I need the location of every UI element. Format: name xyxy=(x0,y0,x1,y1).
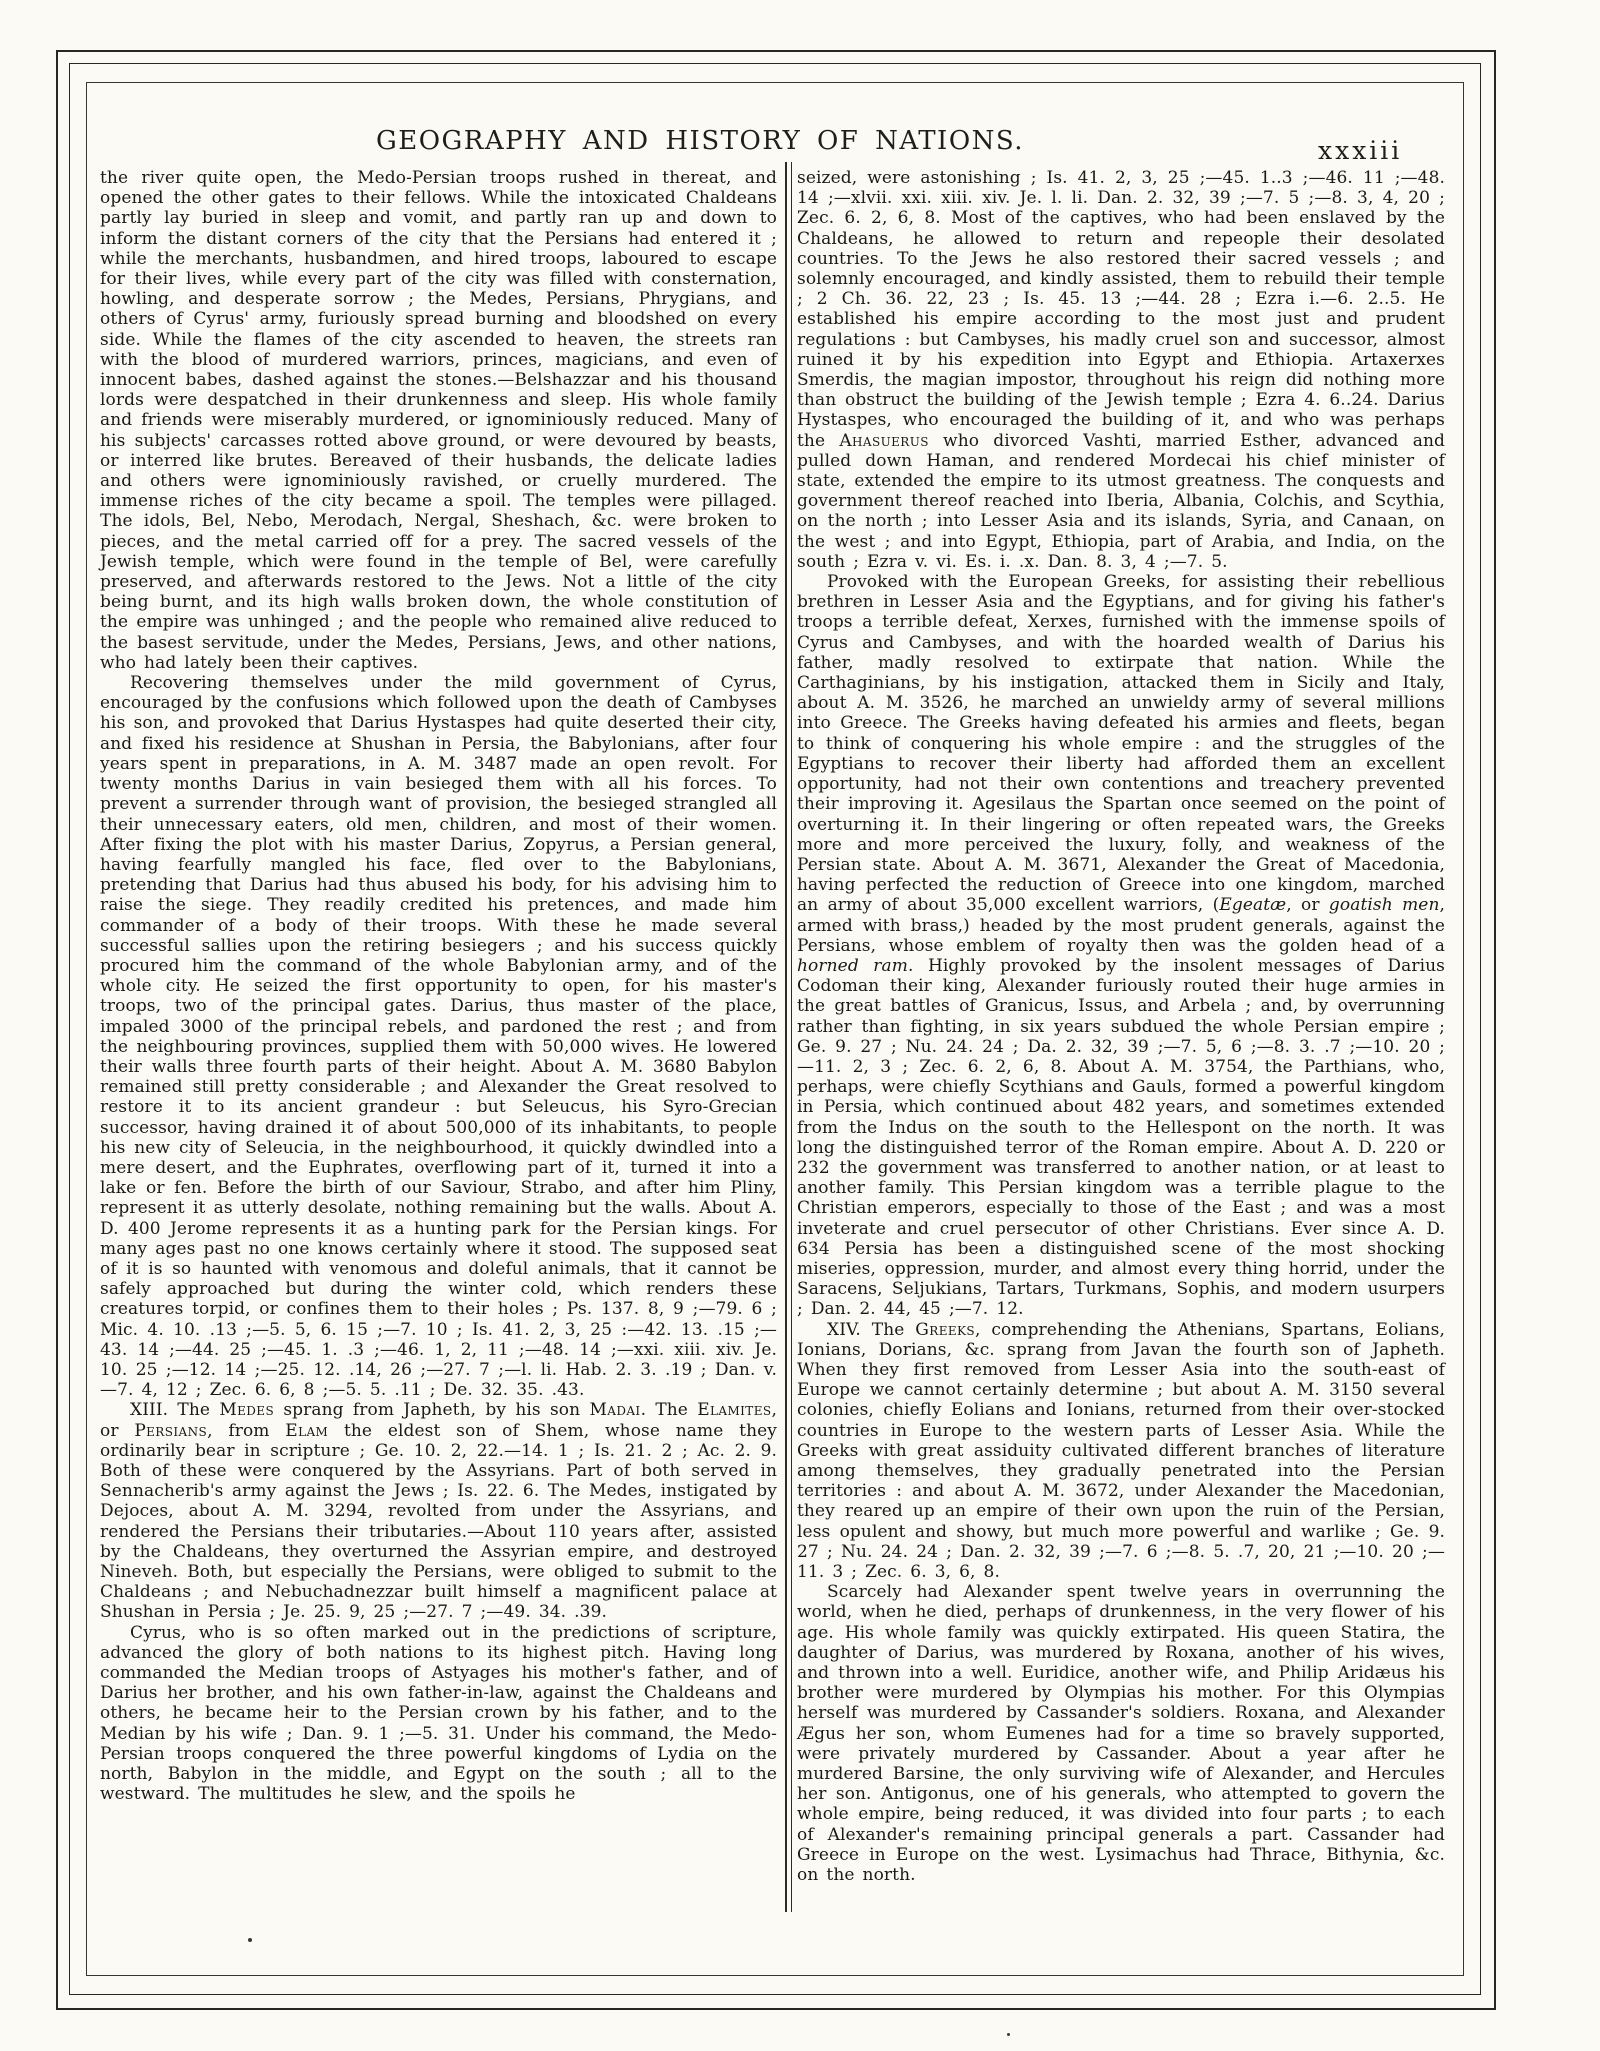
body-text: Cyrus, who is so often marked out in the predictions of scripture, advanced the glory of both nations to its highest pitch. Having long commanded the Median troops of Astyages his mother's father, and of Darius her brother, and his own father-in-law, against the Chaldeans and others, he became heir to the Persian crown by his father, and to the Median by his wife ; Dan. 9. 1 ;—5. 31. Under his command, the Medo-Persian troops conquered the three powerful kingdoms of Lydia on the north, Babylon in the middle, and Egypt on the south ; all to the westward. The multitudes he slew, and the spoils he xyxy=(100,1622,777,1805)
body-text: , or xyxy=(100,1400,777,1441)
right-column-text xyxy=(797,168,1445,1885)
small-caps-text: Elamites xyxy=(697,1400,772,1421)
paragraph xyxy=(797,1320,1445,1583)
body-text: Scarcely had Alexander spent twelve years in overrunning the world, when he died, perhaps of drunkenness, in the very flower of his age. His whole family was quickly extirpated. His queen Statira, the daughter of Darius, was murdered by Roxana, another of his wives, and thrown into a well. Euridice, another wife, and Philip Aridæus his brother were murdered by Olympias his mother. For this Olympias herself was murdered by Cassander's soldiers. Roxana, and Alexander Ægus her son, whom Eumenes had for a time so bravely supported, were privately murdered by Cassander. About a year after he murdered Barsine, the only surviving wife of Alexander, and Hercules her son. Antigonus, one of his generals, who attempted to govern the whole empire, being reduced, it was divided into four parts ; to each of Alexander's remaining principal generals a part. Cassander had Greece in Europe on the west. Lysimachus had Thrace, Bithynia, &c. on the north. xyxy=(797,1582,1445,1886)
body-text: who divorced Vashti, married Esther, advanced and pulled down Haman, and rendered Mordecai his chief minister of state, extended the empire to its utmost greatness. The conquests and government thereof reached into Iberia, Albania, Colchis, and Scythia, on the north ; into Lesser Asia and its islands, Syria, and Canaan, on the west ; and into Egypt, Ethiopia, part of Arabia, and India, on the south ; Ezra v. vi. Es. i. .x. Dan. 8. 3, 4 ;—7. 5. xyxy=(797,430,1445,572)
left-column-text xyxy=(100,168,777,1804)
body-text: , from xyxy=(207,1420,286,1441)
small-caps-text: Persians xyxy=(134,1420,208,1441)
body-text: , armed with brass,) headed by the most prudent generals, against the Persians, whose emblem of royalty then was the golden head of a xyxy=(797,895,1446,956)
paragraph xyxy=(797,168,1445,572)
paragraph xyxy=(100,168,777,673)
small-caps-text: Medes xyxy=(219,1400,275,1421)
paragraph xyxy=(100,1400,777,1622)
paragraph xyxy=(100,1623,777,1805)
body-text: . Highly provoked by the insolent messages of Darius Codoman their king, Alexander furiously routed their huge armies in the great battles of Granicus, Issus, and Arbela ; and, by overrunning rather than fighting, in six years subdued the whole Persian empire ; Ge. 9. 27 ; Nu. 24. 24 ; Da. 2. 32, 39 ;—7. 5, 6 ;—8. 3. .7 ;—10. 20 ;—11. 2, 3 ; Zec. 6. 2, 6, 8. About A. M. 3754, the Parthians, who, perhaps, were chiefly Scythians and Gauls, formed a powerful kingdom in Persia, which continued about 482 years, and sometimes extended from the Indus on the south to the Hellespont on the north. It was long the distinguished terror of the Roman empire. About A. D. 220 or 232 the government was transferred to another nation, or at least to another family. This Persian kingdom was a terrible plague to the Christian emperors, especially to those of the East ; and was a most inveterate and cruel persecutor of other Christians. Ever since A. D. 634 Persia has been a distinguished scene of the most shocking miseries, oppression, murder, and almost every thing horrid, under the Saracens, Seljukians, Tartars, Turkmans, Sophis, and modern usurpers ; Dan. 2. 44, 45 ;—7. 12. xyxy=(797,955,1445,1320)
italic-text: horned ram xyxy=(797,955,908,976)
body-text: XIV. The xyxy=(827,1319,916,1340)
small-caps-text: Madai xyxy=(589,1400,641,1421)
body-text: . The xyxy=(640,1400,698,1421)
column-divider-rule xyxy=(791,162,792,1912)
italic-text: Egeatæ xyxy=(1219,895,1287,916)
paragraph xyxy=(797,572,1445,1320)
page-title: GEOGRAPHY AND HISTORY OF NATIONS. xyxy=(375,126,1025,156)
small-caps-text: Elam xyxy=(285,1420,329,1441)
italic-text: goatish men xyxy=(1328,895,1440,916)
page-number: xxxiii xyxy=(1318,136,1403,165)
ink-speck xyxy=(1007,2033,1010,2036)
body-text: , or xyxy=(1286,895,1329,916)
body-text: seized, were astonishing ; Is. 41. 2, 3, 25 ;—45. 1..3 ;—46. 11 ;—48. 14 ;—xlvii. xxi. xiii. xiv. Je. l. li. Dan. 2. 32, 39 ;—7. 5 ;—8. 3, 4, 20 ; Zec. 6. 2, 6, 8. Most of the captives, who had been enslaved by the Chaldeans, he allowed to return and repeople their desolated countries. To the Jews he also restored their sacred vessels ; and solemnly encouraged, and kindly assisted, them to rebuild their temple ; 2 Ch. 36. 22, 23 ; Is. 45. 13 ;—44. 28 ; Ezra i.—6. 2..5. He established his empire according to the most just and prudent regulations : but Cambyses, his madly cruel son and successor, almost ruined it by his expedition into Egypt and Ethiopia. Artaxerxes Smerdis, the magian impostor, throughout his reign did nothing more than obstruct the building of the Jewish temple ; Ezra 4. 6..24. Darius Hystaspes, who encouraged the building of it, and who was perhaps the xyxy=(797,168,1445,451)
body-text: , comprehending the Athenians, Spartans, Eolians, Ionians, Dorians, &c. sprang from Javan the fourth son of Japheth. When they first removed from Lesser Asia into the south-east of Europe we cannot certainly determine ; but about A. M. 3150 several colonies, chiefly Eolians and Ionians, returned from their over-stocked countries in Europe to the western parts of Lesser Asia. While the Greeks with great assiduity cultivated different branches of literature among themselves, they gradually penetrated into the Persian territories : and about A. M. 3672, under Alexander the Macedonian, they reared up an empire of their own upon the ruin of the Persian, less opulent and showy, but much more powerful and warlike ; Ge. 9. 27 ; Nu. 24. 24 ; Dan. 2. 32, 39 ;—7. 6 ;—8. 5. .7, 20, 21 ;—10. 20 ;—11. 3 ; Zec. 6. 3, 6, 8. xyxy=(797,1319,1445,1583)
paragraph xyxy=(100,673,777,1400)
small-caps-text: Greeks xyxy=(915,1319,976,1340)
ink-speck xyxy=(248,1938,252,1942)
body-text: the river quite open, the Medo-Persian troops rushed in thereat, and opened the other gates to their fellows. While the intoxicated Chaldeans partly lay buried in sleep and vomit, and partly ran up and down to inform the distant corners of the city that the Persians had entered it ; while the merchants, husbandmen, and hired troops, laboured to escape for their lives, while every part of the city was filled with consternation, howling, and desperate sorrow ; the Medes, Persians, Phrygians, and others of Cyrus' army, furiously spread burning and bloodshed on every side. While the flames of the city ascended to heaven, the streets ran with the blood of murdered warriors, princes, magicians, and even of innocent babes, dashed against the stones.—Belshazzar and his thousand lords were despatched in their drunkenness and sleep. His whole family and friends were miserably murdered, or ignominiously reduced. Many of his subjects' carcasses rotted above ground, or were devoured by beasts, or interred like brutes. Bereaved of their husbands, the delicate ladies and others were ignominiously ravished, or cruelly murdered. The immense riches of the city became a spoil. The temples were pillaged. The idols, Bel, Nebo, Merodach, Nergal, Sheshach, &c. were broken to pieces, and the metal carried off for a prey. The sacred vessels of the Jewish temple, which were found in the temple of Bel, were carefully preserved, and afterwards restored to the Jews. Not a little of the city being burnt, and its high walls broken down, the whole constitution of the empire was unhinged ; and the people who remained alive reduced to the basest servitude, under the Medes, Persians, Jews, and other nations, who had lately been their captives. xyxy=(100,168,777,673)
small-caps-text: Ahasuerus xyxy=(839,430,929,451)
body-text: the eldest son of Shem, whose name they ordinarily bear in scripture ; Ge. 10. 2, 22.—14. 1 ; Is. 21. 2 ; Ac. 2. 9. Both of these were conquered by the Assyrians. Part of both served in Sennacherib's army against the Jews ; Is. 22. 6. The Medes, instigated by Dejoces, about A. M. 3294, revolted from under the Assyrians, and rendered the Persians their tributaries.—About 110 years after, assisted by the Chaldeans, they overturned the Assyrian empire, and destroyed Nineveh. Both, but especially the Persians, were obliged to submit to the Chaldeans ; and Nebuchadnezzar built himself a magnificent palace at Shushan in Persia ; Je. 25. 9, 25 ;—27. 7 ;—49. 34. .39. xyxy=(100,1420,777,1623)
body-text: sprang from Japheth, by his son xyxy=(274,1400,590,1421)
paragraph xyxy=(797,1582,1445,1885)
body-text: Provoked with the European Greeks, for assisting their rebellious brethren in Lesser Asia and the Egyptians, and for giving his father's troops a terrible defeat, Xerxes, furnished with the immense spoils of Cyrus and Cambyses, and with the hoarded wealth of Darius his father, madly resolved to extirpate that nation. While the Carthaginians, by his instigation, attacked them in Sicily and Italy, about A. M. 3526, he marched an unwieldy army of several millions into Greece. The Greeks having defeated his armies and fleets, began to think of conquering his whole empire : and the struggles of the Egyptians to recover their liberty had afforded them an excellent opportunity, had not their own contentions and treachery prevented their improving it. Agesilaus the Spartan once seemed on the point of overturning it. In their lingering or often repeated wars, the Greeks more and more perceived the luxury, folly, and weakness of the Persian state. About A. M. 3671, Alexander the Great of Macedonia, having perfected the reduction of Greece into one kingdom, marched an army of about 35,000 excellent warriors, ( xyxy=(797,572,1445,916)
body-text: XIII. The xyxy=(130,1400,220,1421)
body-text: Recovering themselves under the mild government of Cyrus, encouraged by the confusions which followed upon the death of Cambyses his son, and provoked that Darius Hystaspes had quite deserted their city, and fixed his residence at Shushan in Persia, the Babylonians, after four years spent in preparations, in A. M. 3487 made an open revolt. For twenty months Darius in vain besieged them with all his forces. To prevent a surrender through want of provision, the besieged strangled all their unnecessary eaters, old men, children, and most of their women. After fixing the plot with his master Darius, Zopyrus, a Persian general, having fearfully mangled his face, fled over to the Babylonians, pretending that Darius had thus abused his body, for his advising him to raise the siege. They readily credited his pretences, and made him commander of a body of their troops. With these he made several successful sallies upon the retiring besiegers ; and his success quickly procured him the command of the whole Babylonian army, and of the whole city. He seized the first opportunity to open, for his master's troops, two of the principal gates. Darius, thus master of the place, impaled 3000 of the principal rebels, and pardoned the rest ; and from the neighbouring provinces, supplied them with 50,000 wives. He lowered their walls three fourth parts of their height. About A. M. 3680 Babylon remained still pretty considerable ; and Alexander the Great resolved to restore it to its ancient grandeur : but Seleucus, his Syro-Grecian successor, having drained it of about 500,000 of its inhabitants, to people his new city of Seleucia, in the neighbourhood, it quickly dwindled into a mere desert, and the Euphrates, overflowing part of it, turned it into a lake or fen. Before the birth of our Saviour, Strabo, and after him Pliny, represent it as utterly desolate, nothing remaining but the walls. About A. D. 400 Jerome represents it as a hunting park for the Persian kings. For many ages past no one knows certainly where it stood. The supposed seat of it is so haunted with venomous and doleful animals, that it cannot be safely approached but during the winter cold, which renders these creatures torpid, or confines them to their holes ; Ps. 137. 8, 9 ;—79. 6 ; Mic. 4. 10. .13 ;—5. 5, 6. 15 ;—7. 10 ; Is. 41. 2, 3, 25 :—42. 13. .15 ;—43. 14 ;—44. 25 ;—45. 1. .3 ;—46. 1, 2, 11 ;—48. 14 ;—xxi. xiii. xiv. Je. 10. 25 ;—12. 14 ;—25. 12. .14, 26 ;—27. 7 ;—l. li. Hab. 2. 3. .19 ; Dan. v.—7. 4, 12 ; Zec. 6. 6, 8 ;—5. 5. .11 ; De. 32. 35. .43. xyxy=(100,673,777,1401)
column-divider-rule xyxy=(785,162,787,1912)
